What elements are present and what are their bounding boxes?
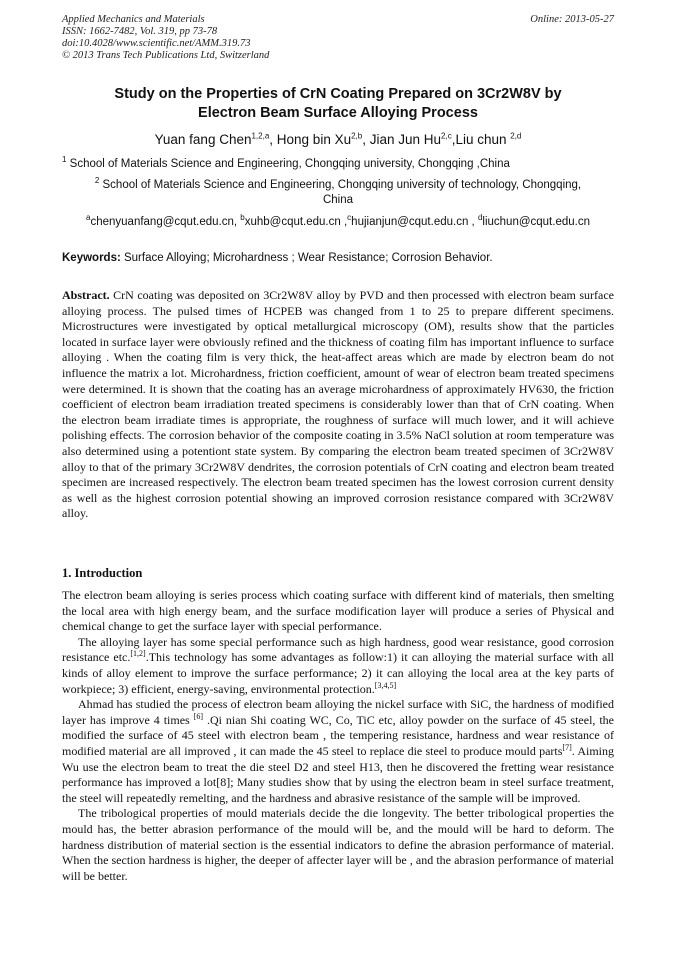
citation-1-2: [1,2]: [130, 649, 146, 659]
online-date: Online: 2013-05-27: [530, 14, 614, 25]
author-list: [62, 132, 614, 147]
author-3: , Jian Jun Hu: [362, 132, 442, 147]
email-c[interactable]: hujianjun@cqut.edu.cn ,: [351, 216, 478, 228]
affiliation-1-text: School of Materials Science and Engineering, Chongqing university, Chongqing ,China: [66, 158, 510, 170]
abstract: [62, 288, 614, 522]
citation-3-4-5: [3,4,5]: [374, 680, 397, 690]
email-marker-a: a: [86, 213, 91, 223]
affiliation-1-marker: 1: [62, 155, 67, 165]
affiliation-2: [62, 178, 614, 208]
intro-paragraph-4: The tribological properties of mould materials decide the die longevity. The better tribological properties the mould has, the better abrasion performance of the mould will be, and the mould will be hard to deform. The hardness distribution of material section is the essential indicators to define the abrasion performance of material. When the section hardness is higher, the deeper of affecter layer will be , and the abrasion performance of material will be better.: [62, 806, 614, 883]
author-4: ,Liu chun: [451, 132, 511, 147]
author-4-affil: 2,d: [510, 131, 522, 141]
affiliation-2-marker: 2: [94, 176, 100, 186]
email-marker-c: c: [347, 213, 352, 223]
affiliation-2-line-1: School of Materials Science and Engineering, Chongqing university of technology, Chongqing,: [99, 179, 582, 191]
author-2: , Hong bin Xu: [269, 132, 352, 147]
intro-paragraph-2: [62, 635, 614, 697]
journal-name: Applied Mechanics and Materials: [62, 14, 205, 25]
email-marker-b: b: [240, 213, 245, 223]
intro-p3-text-a: Ahmad has studied the process of electron beam alloying the nickel surface with SiC, the hardness of modified layer has improve 4 times: [62, 697, 614, 727]
affiliation-2-line-2: China: [322, 194, 354, 206]
intro-paragraph-1: The electron beam alloying is series process which coating surface with different kind of materials, then smelting the local area with high energy beam, and the surface modification layer will produce a series of Physical and chemical change to get the surface layer with special performance.: [62, 588, 614, 634]
keywords-text: Surface Alloying; Microhardness ; Wear Resistance; Corrosion Behavior.: [120, 252, 493, 264]
author-1: Yuan fang Chen: [154, 132, 252, 147]
author-emails: [62, 213, 614, 228]
introduction-body: [62, 588, 614, 884]
citation-7: [7]: [562, 742, 572, 752]
abstract-label: Abstract.: [62, 288, 110, 302]
doi-line: doi:10.4028/www.scientific.net/AMM.319.73: [62, 38, 251, 49]
intro-p3-text-b: .Qi nian Shi coating WC, Co, TiC etc, alloy powder on the surface of 45 steel, the modified the surface of 45 steel with electron beam , the tempering resistance, hardness and wear resistance of modified material are all improved , it can made the 45 steel to replace die steel to produce mould parts: [62, 712, 615, 758]
author-2-affil: 2,b: [351, 131, 363, 141]
affiliation-1: [62, 155, 510, 170]
paper-title: [62, 85, 614, 123]
email-d[interactable]: liuchun@cqut.edu.cn: [482, 216, 590, 228]
abstract-text: CrN coating was deposited on 3Cr2W8V alloy by PVD and then processed with electron beam surface alloying process. The pulsed times of HCPEB was changed from 1 to 25 to prepare different specimens. Microstructures were investigated by optical metallurgical microscopy (OM), results show that the particles located in surface layer were obviously refined and the thickness of coating film has important influence to surface alloying . When the coating film is very thick, the heat-affect areas which are made by electron beam do not influence the matrix a lot. Microhardness, friction coefficient, amount of wear of electron beam treated specimens were determined. It is shown that the coating has an average microhardness of approximately HV630, the friction coefficient of electron beam irradiation treated specimens is considerably lower than that of CrN coating. When the electron beam irradiate times is appropriate, the roughness of surface will much lower, and it will achieve polishing effects. The corrosion behavior of the composite coating in 3.5% NaCl solution at room temperature was also determined using a potentiont state system. By comparing the electron beam treated specimen of 3Cr2W8V alloy to that of the primary 3Cr2W8V dendrites, the corrosion potentials of CrN coating and electron beam treated specimen are increased respectively. The electron beam treated specimen has the lowest corrosion current density as well as the highest corrosion potential showing an improved corrosion resistance compared with 3Cr2W8V alloy.: [62, 288, 614, 521]
intro-p3-text-c: . Aiming Wu use the electron beam to treat the die steel D2 and steel H13, then he discovered the fretting wear resistance performance has improved a lot[8]; Many studies show that by using the electron beam in steel surface treatment, the steel will repeatedly remelting, and the hardness and abrasive resistance of the sample will be improved.: [62, 743, 614, 805]
intro-paragraph-3: [62, 697, 614, 806]
section-heading-introduction: 1. Introduction: [62, 566, 143, 580]
intro-p2-text-a: The alloying layer has some special performance such as high hardness, good wear resistance, good corrosion resistance etc.: [62, 634, 614, 665]
email-a[interactable]: chenyuanfang@cqut.edu.cn,: [90, 216, 241, 228]
email-b[interactable]: xuhb@cqut.edu.cn ,: [244, 216, 348, 228]
citation-6: [6]: [193, 711, 203, 721]
email-marker-d: d: [477, 213, 483, 223]
keywords-label: Keywords:: [62, 252, 121, 264]
title-line-2: Electron Beam Surface Alloying Process: [198, 105, 478, 121]
issn-line: ISSN: 1662-7482, Vol. 319, pp 73-78: [62, 26, 218, 37]
keywords: [62, 252, 614, 264]
author-1-affil: 1,2,a: [251, 131, 270, 141]
title-line-1: Study on the Properties of CrN Coating Prepared on 3Cr2W8V by: [114, 86, 562, 102]
copyright-line: © 2013 Trans Tech Publications Ltd, Switzerland: [62, 50, 270, 61]
intro-p2-text-b: .This technology has some advantages as follow:1) it can alloying the material surface with all kinds of alloy element to improve the surface performance; 2) it can alloying the local area at the key parts of workpiece; 3) efficient, energy-saving, environmental protection.: [62, 650, 614, 696]
author-3-affil: 2,c: [441, 131, 452, 141]
